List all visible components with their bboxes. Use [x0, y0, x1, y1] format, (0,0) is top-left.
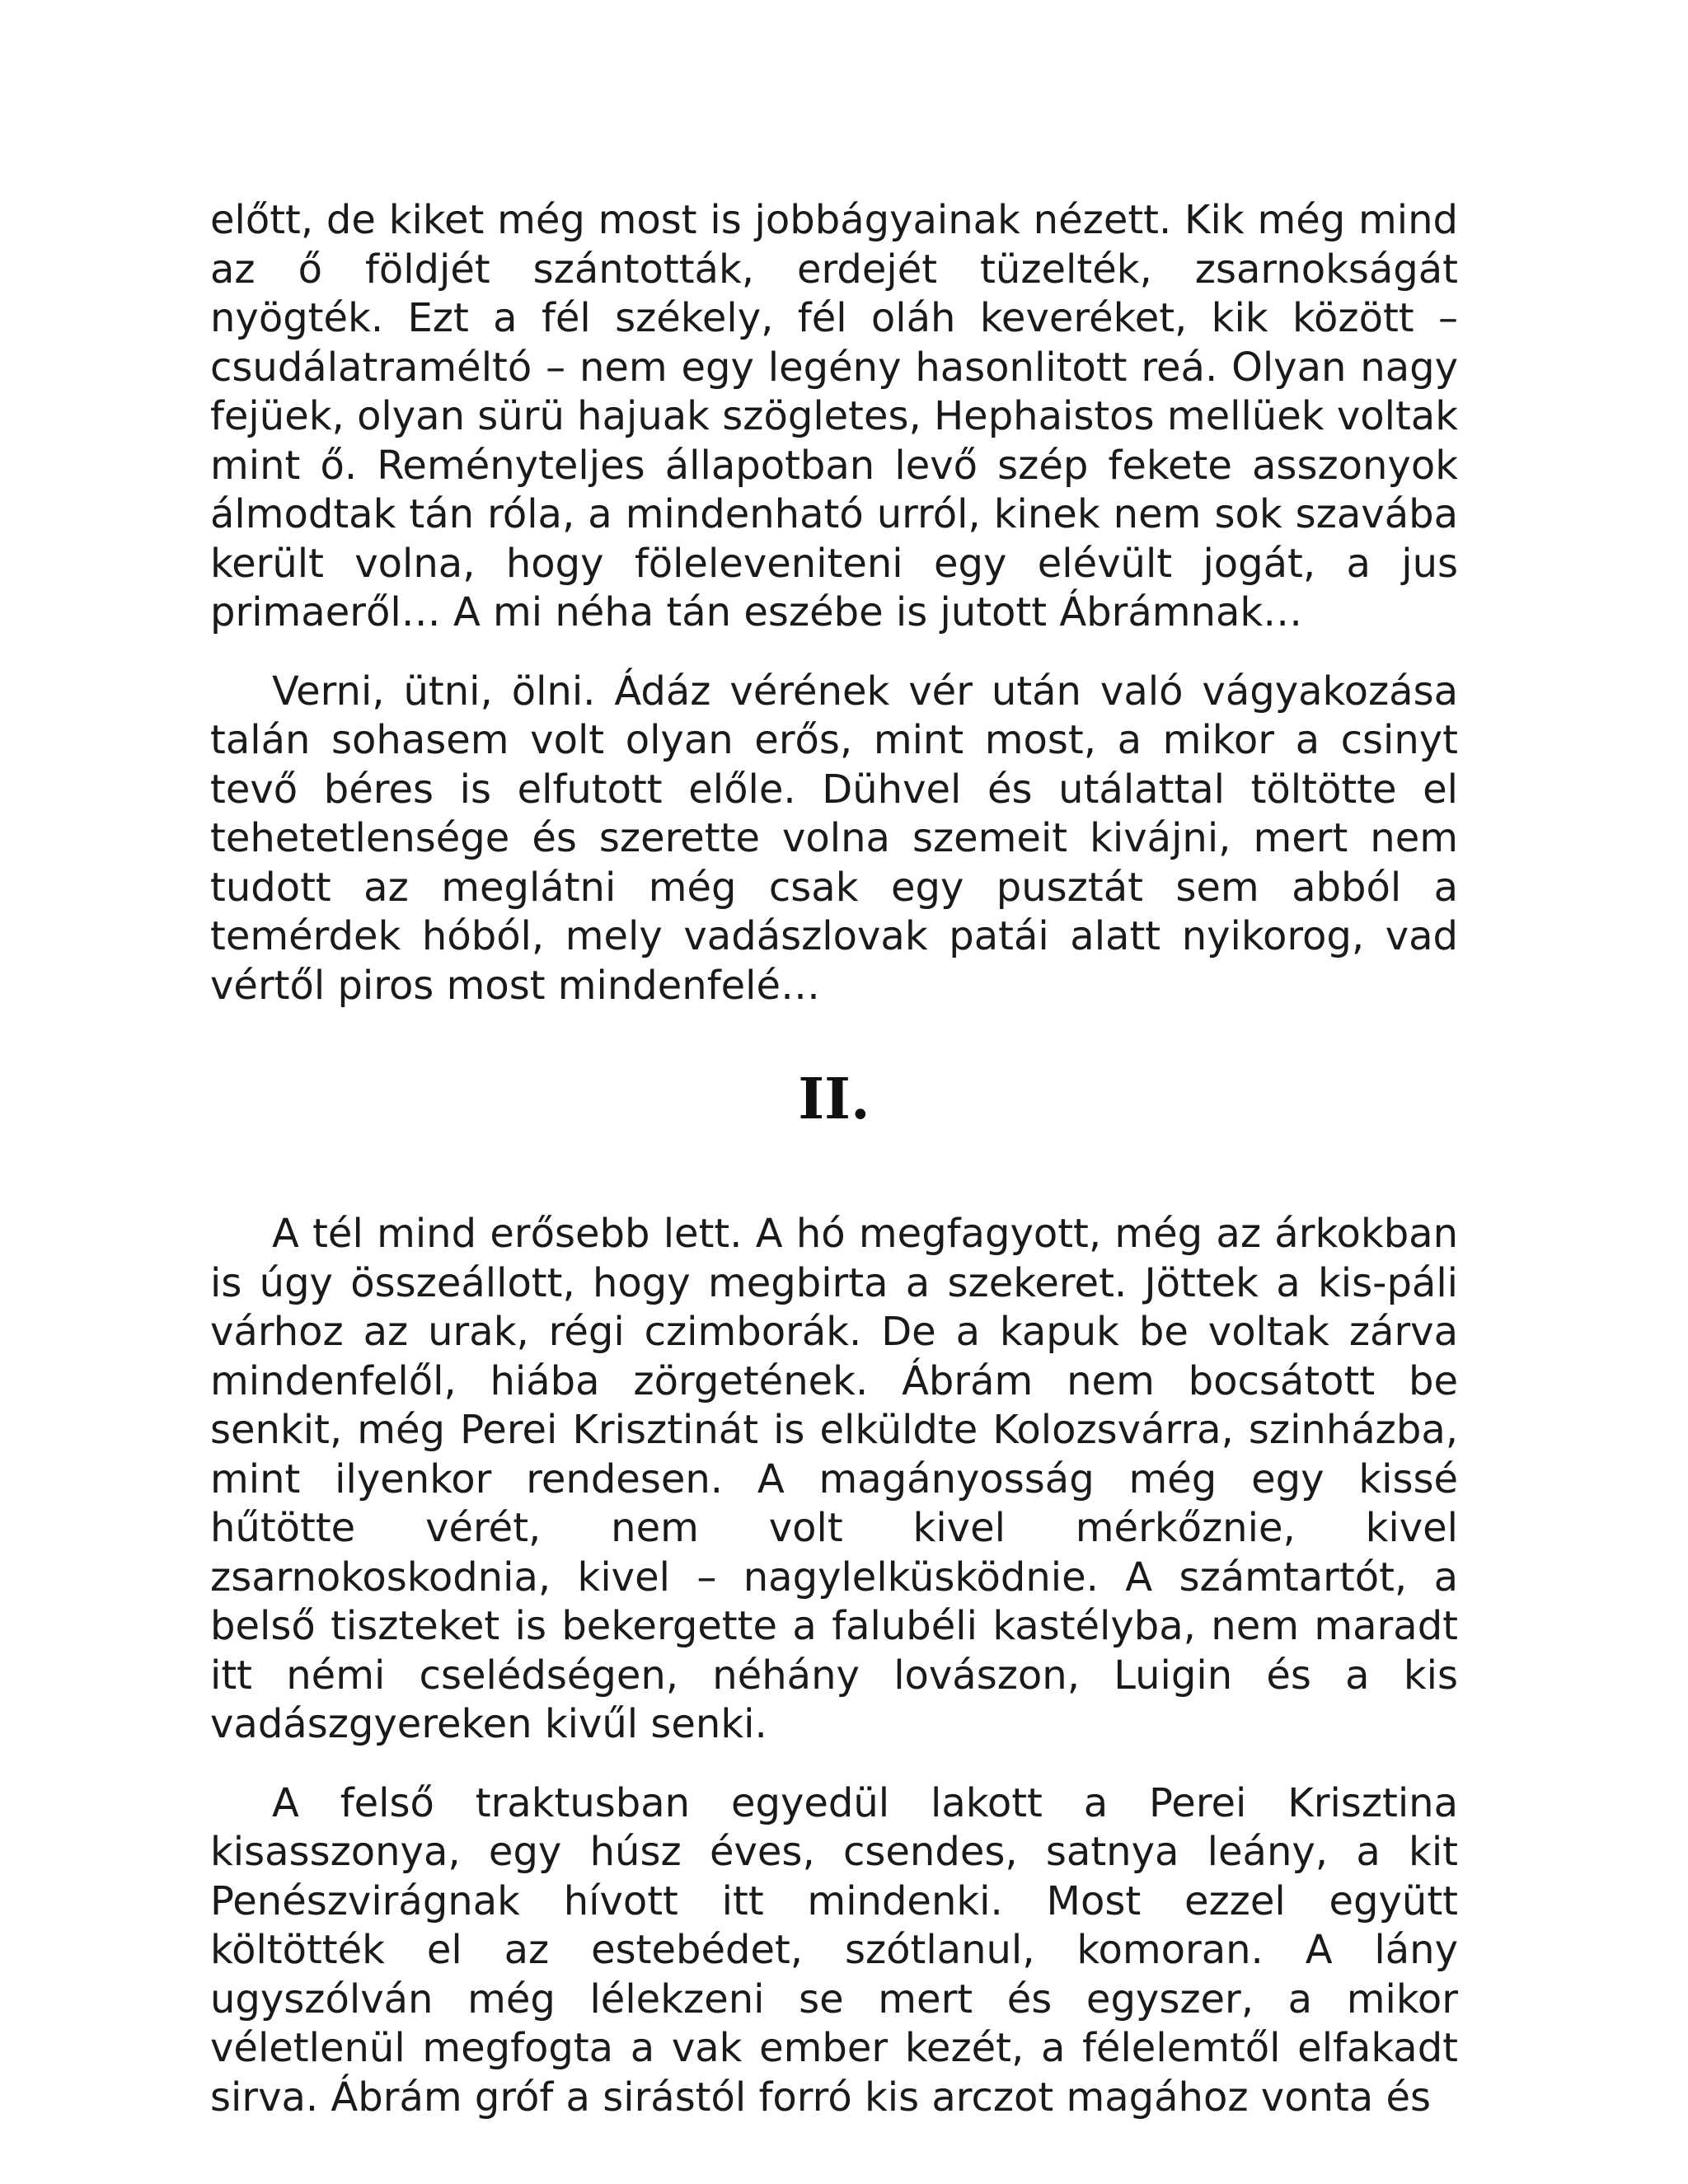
book-page: [210, 196, 1458, 2122]
paragraph: A felső traktusban egyedül lakott a Perei Krisztina kisasszonya, egy húsz éves, csendes, satnya leány, a kit Penészvirágnak hívott itt mindenki. Most ezzel együtt költötték el az estebédet, szótlanul, komoran. A lány ugyszólván még lélekzeni se mert és egyszer, a mikor véletlenül megfogta a vak ember kezét, a félelemtől elfakadt sirva. Ábrám gróf a sirástól forró kis arczot magához vonta és: [210, 1779, 1458, 2121]
paragraph: A tél mind erősebb lett. A hó megfagyott, még az árkokban is úgy összeállott, hogy megbirta a szekeret. Jöttek a kis-páli várhoz az urak, régi czimborák. De a kapuk be voltak zárva mindenfelől, hiába zörgetének. Ábrám nem bocsátott be senkit, még Perei Krisztinát is elküldte Kolozsvárra, szinházba, mint ilyenkor rendesen. A magányosság még egy kissé hűtötte vérét, nem volt kivel mérkőznie, kivel zsarnokoskodnia, kivel – nagylelküsködnie. A számtartót, a belső tiszteket is bekergette a falubéli kastélyba, nem maradt itt némi cselédségen, néhány lovászon, Luigin és a kis vadászgyereken kivűl senki.: [210, 1211, 1458, 1747]
paragraph: Verni, ütni, ölni. Ádáz vérének vér után való vágyakozása talán sohasem volt olyan erős, mint most, a mikor a csinyt tevő béres is elfutott előle. Dühvel és utálattal töltötte el tehetetlensége és szerette volna szemeit kivájni, mert nem tudott az meglátni még csak egy pusztát sem abból a temérdek hóból, mely vadászlovak patái alatt nyikorog, vad vértől piros most mindenfelé…: [210, 668, 1458, 1009]
chapter-heading: II.: [798, 1066, 870, 1132]
paragraph-continued: előtt, de kiket még most is jobbágyainak nézett. Kik még mind az ő földjét szántották, erdejét tüzelték, zsarnokságát nyögték. Ezt a fél székely, fél oláh keveréket, kik között – csudálatraméltó – nem egy legény hasonlitott reá. Olyan nagy fejüek, olyan sürü hajuak szögletes, Hephaistos mellüek voltak mint ő. Reményteljes állapotban levő szép fekete asszonyok álmodtak tán róla, a mindenható urról, kinek nem sok szavába került volna, hogy föleleveniteni egy elévült jogát, a jus primaeről… A mi néha tán eszébe is jutott Ábrámnak…: [210, 197, 1458, 635]
